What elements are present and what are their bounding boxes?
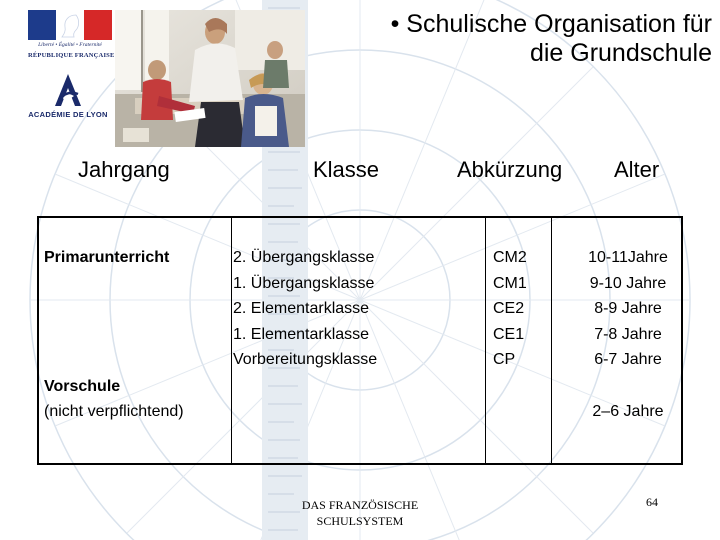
slide-title	[312, 10, 712, 68]
alter-cell-vorschule: 2–6 Jahre	[592, 403, 664, 420]
header-alter: Alter	[614, 157, 660, 182]
column-divider	[231, 216, 232, 465]
alter-cell: 9-10 Jahre	[589, 274, 667, 292]
header-jahrgang: Jahrgang	[78, 157, 170, 182]
jahrgang-vorschule-label: Vorschule	[44, 378, 121, 395]
classroom-photo	[115, 10, 305, 147]
jahrgang-primar-label: Primarunterricht	[44, 249, 170, 266]
abkuerzung-cell: CE2	[493, 300, 525, 317]
abkuerzung-cell: CM2	[493, 249, 527, 266]
title-line-2: die Grundschule	[529, 39, 712, 67]
title-line-1: • Schulische Organisation für	[390, 10, 712, 38]
republique-name: RÉPUBLIQUE FRANÇAISE	[28, 52, 115, 59]
academie-name: ACADÉMIE DE LYON	[28, 110, 108, 119]
alter-cell: 6-7 Jahre	[594, 351, 662, 368]
republique-motto: Liberté • Égalité • Fraternité	[38, 42, 102, 48]
footer-line-2: SCHULSYSTEM	[316, 514, 404, 528]
jahrgang-vorschule-note: (nicht verpflichtend)	[44, 403, 184, 420]
abkuerzung-cell: CM1	[493, 274, 527, 292]
marianne-icon	[56, 12, 84, 40]
klasse-cell: 2. Elementarklasse	[233, 300, 370, 317]
klasse-cell: 2. Übergangsklasse	[233, 249, 375, 266]
page-number: 64	[646, 495, 658, 509]
alter-cell: 8-9 Jahre	[594, 300, 662, 317]
academie-de-lyon-logo	[16, 72, 120, 122]
slide-footer	[280, 497, 440, 529]
header-klasse: Klasse	[313, 157, 380, 182]
alter-cell: 7-8 Jahre	[594, 325, 662, 343]
academie-emblem-icon	[50, 72, 86, 108]
column-divider	[485, 216, 486, 465]
klasse-cell: 1. Übergangsklasse	[233, 274, 375, 292]
republique-francaise-logo	[28, 10, 115, 66]
header-abkuerzung: Abkürzung	[457, 157, 563, 182]
alter-cell: 10-11Jahre	[588, 249, 668, 266]
column-divider	[551, 216, 552, 465]
klasse-cell: 1. Elementarklasse	[233, 325, 370, 343]
klasse-cell: Vorbereitungsklasse	[233, 351, 378, 368]
abkuerzung-cell: CP	[493, 351, 516, 368]
footer-line-1: DAS FRANZÖSISCHE	[301, 498, 419, 512]
abkuerzung-cell: CE1	[493, 325, 525, 343]
